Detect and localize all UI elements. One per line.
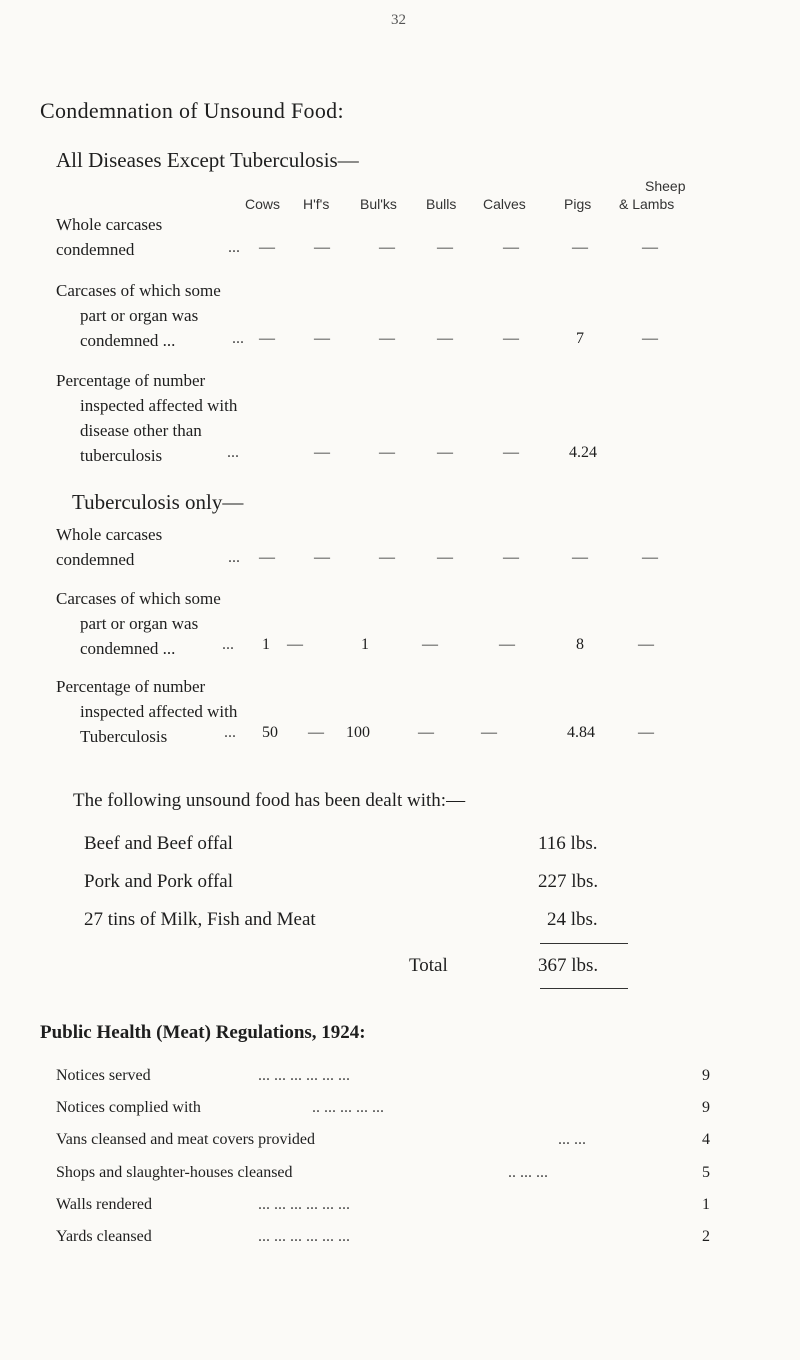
table-cell: 1	[361, 636, 369, 653]
col-cows: Cows	[245, 196, 281, 212]
table-cell: —	[503, 239, 519, 256]
table-cell: —	[437, 549, 453, 566]
leader-dots: ... ... ... ... ... ...	[258, 1196, 350, 1213]
table-cell: —	[314, 549, 330, 566]
table-cell: —	[437, 330, 453, 347]
col-heifers: H'f's	[303, 196, 330, 212]
col-bullocks: Bul'ks	[360, 196, 397, 212]
food-item-amount: 24 lbs.	[547, 909, 598, 930]
table-cell: —	[437, 239, 453, 256]
regulation-label: Walls rendered	[56, 1196, 152, 1213]
table-cell: —	[418, 724, 434, 741]
leader-dots: ...	[222, 636, 234, 653]
regulation-label: Yards cleansed	[56, 1228, 152, 1245]
col-pigs: Pigs	[564, 196, 592, 212]
table-cell: 8	[576, 636, 584, 653]
table-cell: —	[572, 239, 588, 256]
leader-dots: .. ... ... ... ...	[312, 1099, 384, 1116]
table-cell: —	[481, 724, 497, 741]
table-cell: 4.84	[567, 724, 595, 741]
col-lambs: & Lambs	[619, 196, 675, 212]
total-label: Total	[409, 955, 448, 976]
table-cell: —	[422, 636, 438, 653]
regulation-value: 9	[702, 1067, 710, 1084]
regulation-label: Notices served	[56, 1067, 151, 1084]
leader-dots: ...	[227, 444, 239, 461]
regulation-value: 5	[702, 1164, 710, 1181]
table-cell: —	[379, 330, 395, 347]
sum-rule-bottom	[540, 988, 628, 989]
table-cell: —	[314, 444, 330, 461]
table-cell: —	[379, 444, 395, 461]
sum-rule-top	[540, 943, 628, 944]
table-cell: —	[638, 636, 654, 653]
table-cell: —	[314, 330, 330, 347]
table-cell: 7	[576, 330, 584, 347]
table-cell: 4.24	[569, 444, 597, 461]
table-cell: —	[503, 330, 519, 347]
leader-dots: ... ...	[558, 1131, 586, 1148]
col-bulls: Bulls	[426, 196, 457, 212]
leader-dots: ... ... ... ... ... ...	[258, 1228, 350, 1245]
table-cell: —	[503, 549, 519, 566]
section-heading-tuberculosis: Tuberculosis only—	[72, 490, 244, 514]
regulation-label: Notices complied with	[56, 1099, 201, 1116]
row-label: Carcases of which some part or organ was condemned ...	[56, 589, 221, 658]
leader-dots: ...	[228, 239, 240, 256]
page-number: 32	[391, 12, 406, 28]
row-label: Whole carcases condemned	[56, 215, 163, 259]
col-sheep: Sheep	[645, 178, 686, 194]
table-cell: —	[638, 724, 654, 741]
leader-dots: ... ... ... ... ... ...	[258, 1067, 350, 1084]
food-item-label: Beef and Beef offal	[84, 833, 233, 854]
table-cell: —	[642, 239, 658, 256]
table-cell: 100	[346, 724, 370, 741]
table-cell: 1	[262, 636, 270, 653]
row-label: Percentage of number inspected affected with Tuberculosis	[56, 677, 238, 746]
regulation-value: 1	[702, 1196, 710, 1213]
total-amount: 367 lbs.	[538, 955, 599, 976]
food-item-label: Pork and Pork offal	[84, 871, 233, 892]
regulation-label: Shops and slaughter-houses cleansed	[56, 1164, 293, 1181]
section-heading-all-diseases: All Diseases Except Tuberculosis—	[56, 148, 359, 172]
regulations-heading: Public Health (Meat) Regulations, 1924:	[40, 1022, 366, 1043]
col-calves: Calves	[483, 196, 526, 212]
table-cell: —	[499, 636, 515, 653]
food-item-label: 27 tins of Milk, Fish and Meat	[84, 909, 316, 930]
table-cell: 50	[262, 724, 278, 741]
table-cell: —	[308, 724, 324, 741]
regulation-value: 9	[702, 1099, 710, 1116]
table-cell: —	[259, 549, 275, 566]
regulation-value: 4	[702, 1131, 710, 1148]
regulation-label: Vans cleansed and meat covers provided	[56, 1131, 316, 1148]
table-cell: —	[379, 549, 395, 566]
row-label: Percentage of number inspected affected with disease other than tuberculosis	[56, 371, 238, 465]
leader-dots: ...	[232, 330, 244, 347]
row-label: Carcases of which some part or organ was condemned ...	[56, 281, 221, 350]
leader-dots: ...	[224, 724, 236, 741]
table-cell: —	[572, 549, 588, 566]
table-cell: —	[437, 444, 453, 461]
leader-dots: ...	[228, 549, 240, 566]
regulation-value: 2	[702, 1228, 710, 1245]
table-cell: —	[287, 636, 303, 653]
leader-dots: .. ... ...	[508, 1164, 548, 1181]
table-cell: —	[503, 444, 519, 461]
table-cell: —	[259, 239, 275, 256]
table-cell: —	[642, 549, 658, 566]
row-label: Whole carcases condemned	[56, 525, 163, 569]
table-cell: —	[314, 239, 330, 256]
table-cell: —	[379, 239, 395, 256]
table-cell: —	[259, 330, 275, 347]
food-item-amount: 227 lbs.	[538, 871, 599, 892]
food-item-amount: 116 lbs.	[538, 833, 598, 854]
page-title: Condemnation of Unsound Food:	[40, 98, 344, 123]
table-cell: —	[642, 330, 658, 347]
food-intro: The following unsound food has been dealt with:—	[73, 790, 466, 811]
